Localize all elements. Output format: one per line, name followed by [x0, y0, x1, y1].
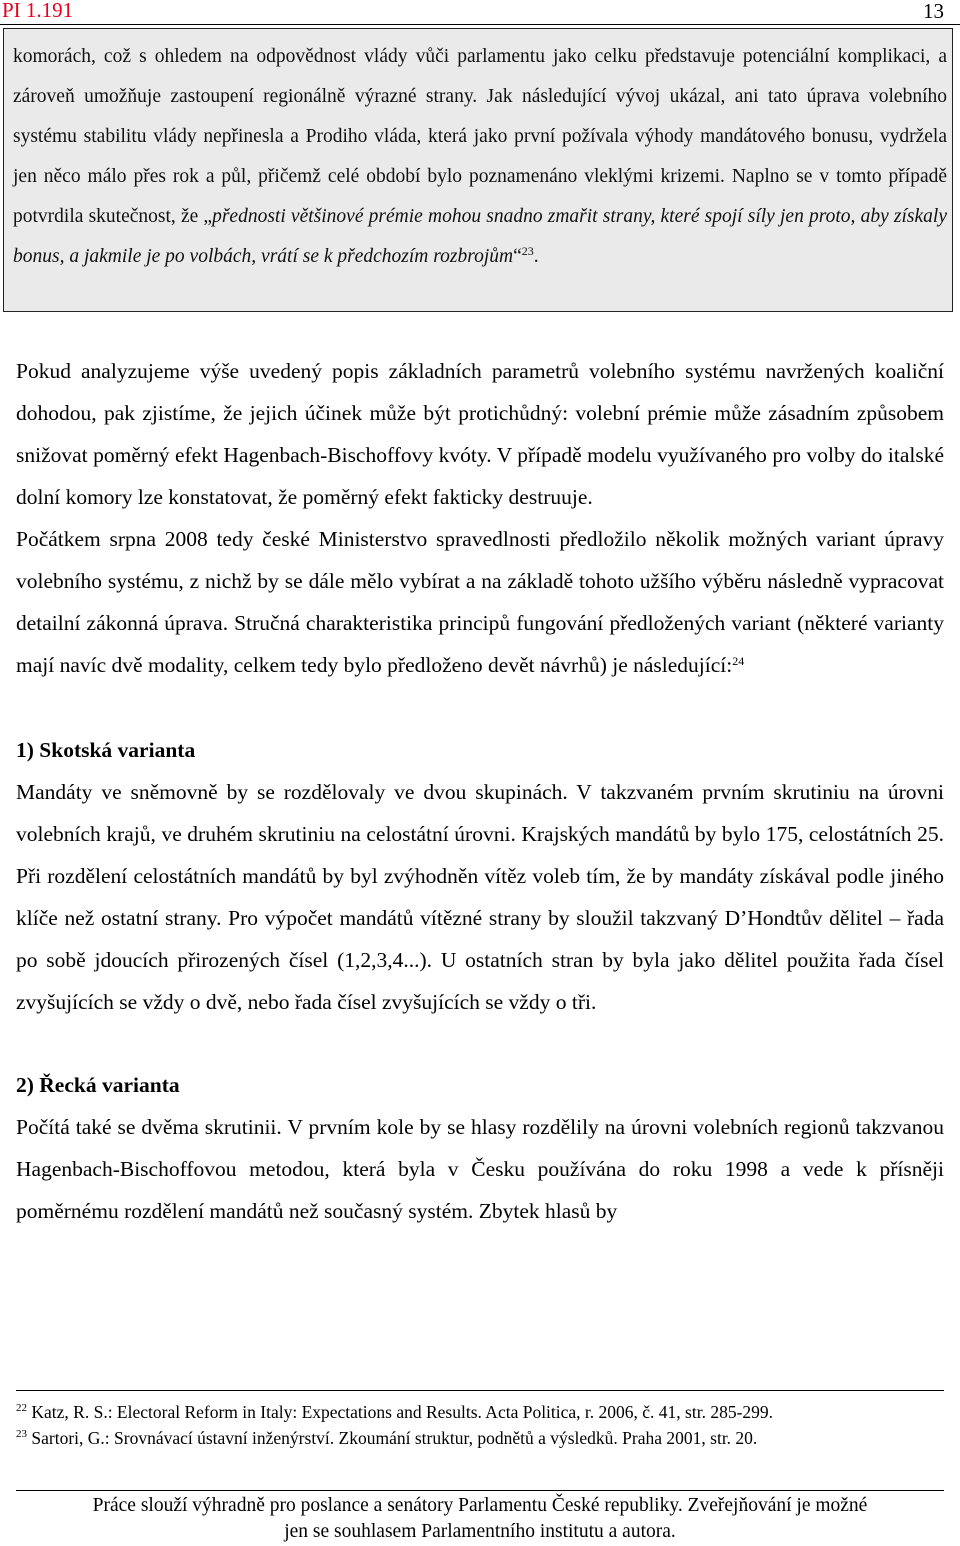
paragraph-greek-variant: Počítá také se dvěma skrutinii. V prvním kole by se hlasy rozdělily na úrovni volebních regionů takzvanou Hagenbach-Bischoffovou metodou, která byla v Česku používána do roku 1998 a vede k přísněji poměrnému rozdělení mandátů než současný systém. Zbytek hlasů by: [16, 1115, 944, 1223]
footnote-text: Katz, R. S.: Electoral Reform in Italy: Expectations and Results. Acta Politica, r. 2006, č. 41, str. 285-299.: [31, 1402, 774, 1422]
footnote-number: 22: [16, 1402, 27, 1414]
page-footer: [0, 1493, 960, 1545]
footnote-22: [16, 1399, 946, 1425]
document-code: PI 1.191: [2, 0, 74, 22]
box-paragraph: [13, 37, 947, 277]
heading-scottish-variant: 1) Skotská varianta: [16, 738, 196, 762]
footnote-divider: [16, 1390, 944, 1391]
box-quote-close: “: [513, 246, 522, 267]
box-end: .: [533, 246, 539, 267]
footnote-number: 23: [16, 1428, 27, 1440]
footnote-23: [16, 1425, 946, 1451]
footer-line-1: Práce slouží výhradně pro poslance a senátory Parlamentu České republiky. Zveřejňování je možné: [92, 1495, 868, 1516]
footnote-ref-24[interactable]: 24: [732, 654, 745, 668]
paragraph-variants: [16, 518, 944, 686]
page-header: [0, 0, 960, 28]
main-body: [16, 350, 944, 1232]
header-divider: [0, 24, 960, 25]
heading-greek-variant: 2) Řecká varianta: [16, 1073, 180, 1097]
footnote-text: Sartori, G.: Srovnávací ústavní inženýrství. Zkoumání struktur, podnětů a výsledků. Praha 2001, str. 20.: [31, 1428, 758, 1448]
page-number: 13: [923, 0, 944, 23]
box-quote: přednosti většinové prémie mohou snadno zmařit strany, které spojí síly jen proto, aby získaly bonus, a jakmile je po volbách, vrátí se k předchozím rozbrojům: [13, 206, 947, 267]
paragraph-variants-text: Počátkem srpna 2008 tedy české Ministerstvo spravedlnosti předložilo několik možných variant úpravy volebního systému, z nichž by se dále mělo vybírat a na základě tohoto užšího výběru následně vypracovat detailní zákonná úprava. Stručná charakteristika principů fungování předložených variant (některé varianty mají navíc dvě modality, celkem tedy bylo předloženo devět návrhů) je následující:: [16, 527, 944, 677]
footer-line-2: jen se souhlasem Parlamentního institutu a autora.: [284, 1521, 676, 1542]
box-text: komorách, což s ohledem na odpovědnost vlády vůči parlamentu jako celku představuje potenciální komplikaci, a zároveň umožňuje zastoupení regionálně výrazné strany. Jak následující vývoj ukázal, ani tato úprava volebního systému stabilitu vlády nepřinesla a Prodiho vláda, která jako první požívala výhody mandátového bonusu, vydržela jen něco málo přes rok a půl, přičemž celé období bylo poznamenáno vleklými krizemi. Naplno se v tomto případě potvrdila skutečnost, že „: [13, 46, 947, 227]
footnote-ref-23[interactable]: 23: [521, 244, 534, 258]
footer-divider: [16, 1490, 944, 1491]
highlighted-box: [3, 28, 953, 312]
paragraph-analysis: Pokud analyzujeme výše uvedený popis základních parametrů volebního systému navržených koaliční dohodou, pak zjistíme, že jejich účinek může být protichůdný: volební prémie může zásadním způsobem snižovat poměrný efekt Hagenbach-Bischoffovy kvóty. V případě modelu využívaného pro volby do italské dolní komory lze konstatovat, že poměrný efekt fakticky destruuje.: [16, 359, 944, 509]
footnotes: [16, 1399, 946, 1451]
paragraph-scottish-variant: Mandáty ve sněmovně by se rozdělovaly ve dvou skupinách. V takzvaném prvním skrutiniu na úrovni volebních krajů, ve druhém skrutiniu na celostátní úrovni. Krajských mandátů by bylo 175, celostátních 25. Při rozdělení celostátních mandátů by byl zvýhodněn vítěz voleb tím, že by mandáty získával podle jiného klíče než ostatní strany. Pro výpočet mandátů vítězné strany by sloužil takzvaný D’Hondtův dělitel – řada po sobě jdoucích přirozených čísel (1,2,3,4...). U ostatních stran by byla jako dělitel použita řada čísel zvyšujících se vždy o dvě, nebo řada čísel zvyšujících se vždy o tři.: [16, 780, 944, 1014]
